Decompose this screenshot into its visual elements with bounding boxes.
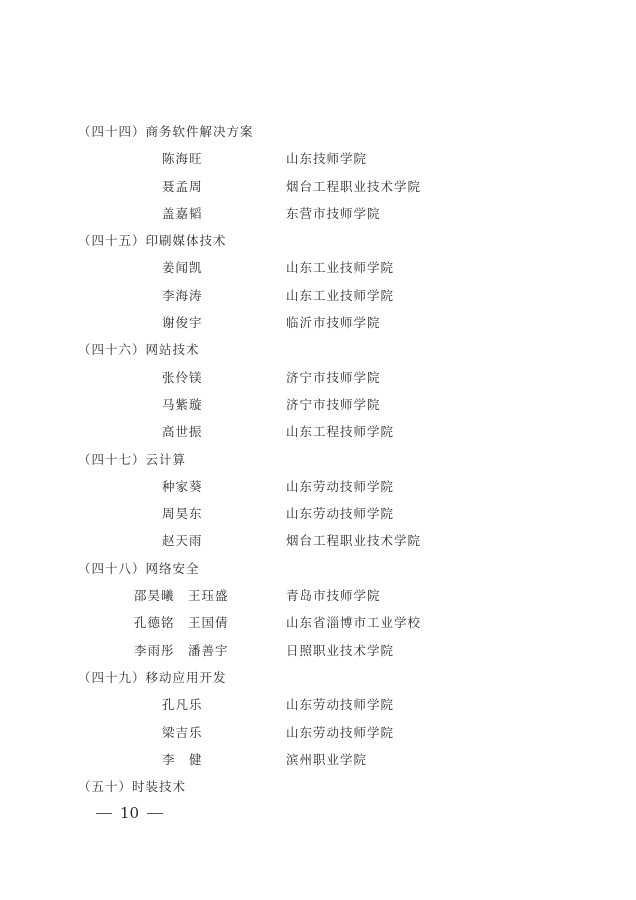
page-number: 10	[120, 804, 140, 822]
winner-names: 聂孟周	[162, 178, 203, 194]
section-44	[78, 118, 598, 227]
section-heading: （四十五）印刷媒体技术	[78, 233, 227, 249]
school-name: 山东工业技师学院	[286, 287, 395, 303]
school-name: 山东工程技师学院	[286, 424, 395, 440]
school-name: 青岛市技师学院	[286, 588, 381, 604]
winner-names: 李雨彤 潘善宇	[134, 642, 229, 658]
winner-names: 周昊东	[162, 506, 203, 522]
school-name: 山东劳动技师学院	[286, 478, 395, 494]
school-name: 日照职业技术学院	[286, 642, 395, 658]
list-item	[78, 637, 598, 664]
winner-names: 盖嘉韬	[162, 205, 203, 221]
school-name: 滨州职业学院	[286, 751, 368, 767]
school-name: 烟台工程职业技术学院	[286, 533, 422, 549]
footer-dash-left	[96, 813, 112, 814]
list-item	[78, 473, 598, 500]
school-name: 烟台工程职业技术学院	[286, 178, 422, 194]
list-item	[78, 582, 598, 609]
winner-names: 谢俊宇	[162, 315, 203, 331]
section-heading: （四十八）网络安全	[78, 560, 200, 576]
school-name: 山东劳动技师学院	[286, 697, 395, 713]
winner-names: 李海涛	[162, 287, 203, 303]
winner-names: 陈海旺	[162, 151, 203, 167]
list-item	[78, 719, 598, 746]
winner-names: 邵昊曦 王珏盛	[134, 588, 229, 604]
list-item	[78, 691, 598, 718]
school-name: 东营市技师学院	[286, 205, 381, 221]
winner-names: 赵天雨	[162, 533, 203, 549]
list-item	[78, 200, 598, 227]
footer-dash-right	[147, 813, 163, 814]
section-49	[78, 664, 598, 773]
winner-names: 孔德铭 王国倩	[134, 615, 229, 631]
list-item	[78, 145, 598, 172]
section-45	[78, 227, 598, 336]
school-name: 临沂市技师学院	[286, 315, 381, 331]
school-name: 山东劳动技师学院	[286, 724, 395, 740]
winner-names: 梁吉乐	[162, 724, 203, 740]
winner-names: 种家葵	[162, 478, 203, 494]
list-item	[78, 282, 598, 309]
winner-names: 姜闻凯	[162, 260, 203, 276]
section-heading: （四十四）商务软件解决方案	[78, 124, 254, 139]
award-list	[78, 118, 598, 800]
section-heading: （四十六）网站技术	[78, 342, 200, 358]
school-name: 山东劳动技师学院	[286, 506, 395, 522]
list-item	[78, 254, 598, 281]
winner-names: 马紫璇	[162, 396, 203, 412]
list-item	[78, 173, 598, 200]
school-name: 山东技师学院	[286, 151, 368, 167]
section-48	[78, 555, 598, 664]
section-50	[78, 773, 598, 800]
school-name: 山东工业技师学院	[286, 260, 395, 276]
section-heading: （四十七）云计算	[78, 451, 187, 467]
list-item	[78, 309, 598, 336]
winner-names: 高世振	[162, 424, 203, 440]
list-item	[78, 364, 598, 391]
section-46	[78, 336, 598, 445]
winner-names: 孔凡乐	[162, 697, 203, 713]
list-item	[78, 391, 598, 418]
list-item	[78, 418, 598, 445]
school-name: 山东省淄博市工业学校	[286, 615, 422, 631]
section-47	[78, 446, 598, 555]
list-item	[78, 609, 598, 636]
page-footer	[96, 801, 163, 825]
school-name: 济宁市技师学院	[286, 396, 381, 412]
list-item	[78, 500, 598, 527]
winner-names: 李 健	[162, 751, 203, 767]
section-heading: （四十九）移动应用开发	[78, 669, 227, 685]
section-heading: （五十）时装技术	[78, 779, 187, 795]
winner-names: 张伶镁	[162, 369, 203, 385]
list-item	[78, 746, 598, 773]
school-name: 济宁市技师学院	[286, 369, 381, 385]
list-item	[78, 527, 598, 554]
